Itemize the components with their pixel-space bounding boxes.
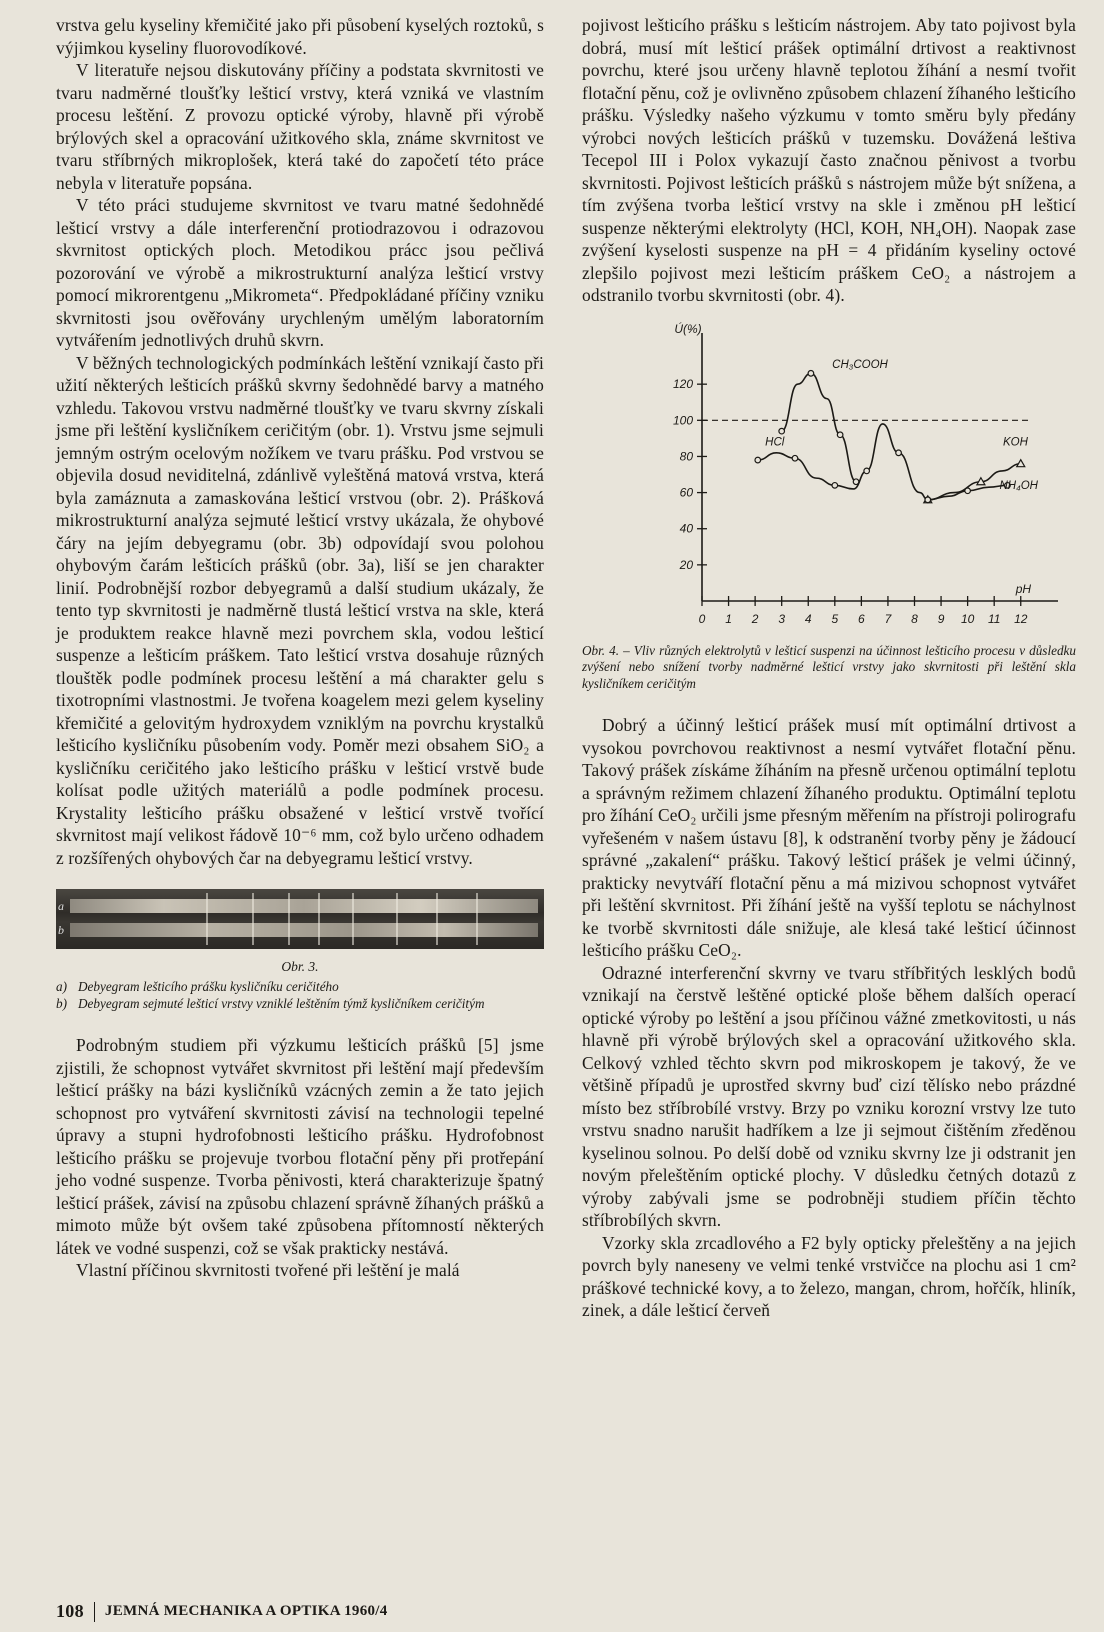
diffraction-line bbox=[252, 893, 254, 945]
caption-b-text: Debyegram sejmuté lešticí vrstvy vzniklé leštěním týmž kysličníkem ceričitým bbox=[78, 995, 485, 1011]
debyegram-label-b: b bbox=[58, 923, 64, 937]
debyegram-figure bbox=[56, 889, 544, 949]
x-axis-label: pH bbox=[1015, 581, 1032, 596]
paragraph: Odrazné interferenční skvrny ve tvaru stříbřitých lesklých bodů vznikají na čerstvě leštěné optické ploše během dalších operací optické výroby po leštění a jsou příčinou vážné zmetkovitosti, u nás hlavně při výrobě brýlových skel a opracování užitkového skla. Celkový vzhled těchto skvrn pod mikroskopem je takový, že ve většině případů je uprostřed skvrny buď cizí tělísko nebo prázdné místo bez stříbrobílé vrstvy. Brzy po vzniku korozní vrstvy lze tuto vrstvu snadno narušit hadříkem a lze ji sejmout čištěním zředěnou kyselinou solnou. Po delší době od vzniku skvrny lze ji odstranit jen novým přeleštěním optické plochy. V důsledku četných dotazů z výroby zabývali jsme se podrobněji studiem příčin těchto stříbrobílých skvrn. bbox=[582, 962, 1076, 1230]
data-point bbox=[965, 487, 971, 493]
paragraph: Podrobným studiem při výzkumu lešticích prášků [5] jsme zjistili, že schopnost vytvářet skvrnitost při leštění mají především lešticí prášky na bázi kysličníků vzácných zemin a že tato jejich schopnost pro vytváření skvrnitosti závisí na technologii tepelné úpravy a stupni hydrofobnosti lešticího prášku. Hydrofobnost lešticího prášku se projevuje tvorbou flotační pěny při protřepání jeho vodné suspenze. Tvorba pěnivosti, která charakterizuje špatný lešticí prášek, závisí na způsobu chlazení správně žíhaných prášků a mimoto může být ovšem také způsobena přítomností některých látek ve vodné suspenzi, což se však prakticky nestává. bbox=[56, 1035, 544, 1258]
y-axis-label: Ú(%) bbox=[674, 321, 702, 336]
diffraction-line bbox=[288, 893, 290, 945]
diffraction-line bbox=[352, 893, 354, 945]
figure-3-caption bbox=[56, 979, 544, 1012]
data-point bbox=[896, 450, 902, 456]
x-tick-label: 1 bbox=[725, 611, 732, 626]
x-tick-label: 3 bbox=[778, 611, 786, 626]
paragraph: V běžných technologických podmínkách leštění vznikají často při užití některých lešticích prášků skvrny šedohnědé barvy a matného vzhledu. Takovou vrstvu nadměrné tloušťky ve tvaru skvrny získali jsme při leštění kysličníkem ceričitým (obr. 1). Vrstvu jsme sejmuli jemným ostrým ocelovým nožíkem ve tvaru prášku. Pod vrstvou se objevila dosud neviditelná, zdánlivě vyleštěná matová vrstva, která byla zamáznuta a zamaskována lešticí vrstvou (obr. 2). Prášková mikrostrukturní analýza sejmuté lešticí vrstvy ukázala, že ohybové čáry na jejím debyegramu (obr. 3b) odpovídají svou polohou ohybovým čarám lešticích prášků (obr. 3a), liší se jen charakter linií. Podrobnější rozbor debyegramů a další studium ukázaly, že tento typ skvrnitosti je nadměrně tlustá lešticí vrstva na skle, která je produktem reakce hlavně mezi povrchem skla, vodou lešticí suspenze a lešticím práškem. Tato lešticí vrstva dosahuje různých tlouštěk podle podmínek procesu leštění a má charakter gelu s tixotropními vlastnostmi. Je tvořena koagelem mezi gelem kyseliny křemičité a gelovitým hydroxydem vzniklým na povrchu krystalků lešticího kysličníku působením vody. Poměr mezi obsahem SiO₂ a kysličníku ceričitého jako lešticího prášku v lešticí vrstvě bude kolísat podle užitých materiálů a podle podmínek procesu. Krystality lešticího prášku obsažené v lešticí vrstvě tvořící skvrnitost mají velikost řádově 10⁻⁶ mm, což bylo určeno odhadem z rozšířených ohybových čar na debyegramu lešticí vrstvy. bbox=[56, 352, 544, 868]
caption-a-text: Debyegram lešticího prášku kysličníku ceričitého bbox=[78, 979, 339, 994]
journal-name: JEMNÁ MECHANIKA A OPTIKA 1960/4 bbox=[104, 1603, 388, 1619]
series-line bbox=[782, 373, 856, 481]
x-tick-label: 2 bbox=[751, 611, 759, 626]
x-tick-label: 7 bbox=[884, 611, 892, 626]
paragraph: Dobrý a účinný lešticí prášek musí mít optimální drtivost a vysokou povrchovou reaktivnost a nesmí vytvářet flotační pěnu. Takový prášek získáme žíháním na přesně určenou optimální teplotu a správným režimem chlazení žíhaného produktu. Optimální teplotu pro žíhání CeO₂ určili jsme přesným měřením na přístroji polirografu vyřešeném v našem ústavu [8], k odstranění tvorby pěny je žádoucí správné „zakalení“ prášku. Takový lešticí prášek je velmi účinný, prakticky nevytváří flotační pěnu a má mizivou schopnost vytvářet při leštění skvrnitost. Při žíhání ještě na vyšší teplotu se náchylnost ke tvorbě skvrnitosti dále snižuje, ale klesá také lešticí účinnost lešticího prášku CeO₂. bbox=[582, 715, 1076, 960]
y-tick-label: 60 bbox=[679, 485, 693, 500]
debyegram-label-a: a bbox=[58, 899, 64, 913]
data-point bbox=[837, 431, 843, 437]
debyegram-strip-a bbox=[70, 899, 538, 913]
right-column bbox=[582, 14, 1076, 1322]
data-point bbox=[925, 497, 931, 503]
data-point bbox=[755, 457, 761, 463]
caption-b-label: b) bbox=[56, 995, 67, 1011]
y-tick-label: 40 bbox=[679, 521, 693, 536]
figure-4-chart bbox=[582, 311, 1076, 641]
x-tick-label: 5 bbox=[831, 611, 839, 626]
diffraction-line bbox=[318, 893, 320, 945]
page-footer bbox=[56, 1601, 388, 1622]
figure-4-caption: Obr. 4. – Vliv různých elektrolytů v lešticí suspenzi na účinnost lešticího procesu v důsledku zvýšení nebo snížení tvorby nadměrné lešticí vrstvy jako skvrnitosti při leštění skla kysličníkem ceričitým bbox=[582, 642, 1076, 691]
figure-3-title: Obr. 3. bbox=[281, 959, 319, 974]
data-point bbox=[1017, 459, 1025, 466]
x-tick-label: 6 bbox=[858, 611, 865, 626]
x-tick-label: 12 bbox=[1014, 611, 1028, 626]
x-tick-label: 10 bbox=[960, 611, 975, 626]
x-tick-label: 11 bbox=[987, 611, 1001, 626]
debyegram-strip-b bbox=[70, 923, 538, 937]
page-number: 108 bbox=[56, 1601, 84, 1621]
paragraph: V literatuře nejsou diskutovány příčiny a podstata skvrnitosti ve tvaru nadměrné tloušťky lešticí vrstvy, která vzniká ve vlastním procesu leštění. Z provozu optické výroby, hlavně při výrobě brýlových skel a opracování užitkového skla, známe skvrnitost ve tvaru stříbrných mikroplošek, která také do započetí této práce nebyla v literatuře popsána. bbox=[56, 60, 544, 193]
y-tick-label: 80 bbox=[679, 448, 693, 463]
caption-a-label: a) bbox=[56, 979, 67, 994]
x-tick-label: 4 bbox=[804, 611, 812, 626]
paragraph: V této práci studujeme skvrnitost ve tvaru matné šedohnědé lešticí vrstvy a dále interferenční protiodrazovou i odrazovou skvrnitost optických ploch. Metodikou prácc jsou pečlivá pozorování ve výrobě a mikrostrukturní analýza lešticí vrstvy pomocí mikrorentgenu „Mikrometa“. Předpokládané příčiny vzniku skvrnitosti jsou ověřovány urychleným umělým laboratorním vytvářením jednotlivých druhů skvrn. bbox=[56, 195, 544, 350]
series-label-hcl: HCl bbox=[765, 436, 785, 449]
x-tick-label: 0 bbox=[698, 611, 706, 626]
x-tick-label: 9 bbox=[937, 611, 945, 626]
data-point bbox=[808, 370, 814, 376]
left-column bbox=[56, 14, 544, 1282]
data-point bbox=[864, 468, 870, 474]
series-label-nh4oh: NH₄OH bbox=[999, 479, 1038, 492]
y-tick-label: 100 bbox=[672, 412, 693, 427]
paragraph: Vlastní příčinou skvrnitosti tvořené při leštění je malá bbox=[76, 1260, 460, 1280]
x-tick-label: 8 bbox=[911, 611, 918, 626]
diffraction-line bbox=[476, 893, 478, 945]
data-point bbox=[832, 482, 838, 488]
diffraction-line bbox=[206, 893, 208, 945]
y-tick-label: 20 bbox=[679, 557, 693, 572]
series-label-ch3cooh: CH₃COOH bbox=[832, 358, 888, 371]
data-point bbox=[779, 428, 785, 434]
data-point bbox=[792, 455, 798, 461]
paragraph: Vzorky skla zrcadlového a F2 byly opticky přeleštěny a na jejich povrch byly naneseny ve velmi tenké vrstvičce na plochu asi 1 cm² práškové technické kovy, a to železo, mangan, chrom, hořčík, hliník, zinek, a dále lešticí červeň bbox=[582, 1232, 1076, 1320]
footer-divider bbox=[94, 1602, 95, 1622]
diffraction-line bbox=[396, 893, 398, 945]
series-label-koh: KOH bbox=[1002, 436, 1028, 449]
y-tick-label: 120 bbox=[672, 376, 693, 391]
paragraph: pojivost lešticího prášku s lešticím nástrojem. Aby tato pojivost byla dobrá, musí mít lešticí prášek optimální drtivost a reaktivnost povrchu, které jsou určeny hlavně teplotou žíhání a nesmí tvořit flotační pěnu, což je ovlivněno způsobem chlazení žíhaného lešticího prášku. Výsledky našeho výzkumu v tomto směru byly předány výrobci nových lešticích prášků v tuzemsku. Dovážená leštiva Tecepol III i Polox vykazují často značnou pěnivost a tvorbu skvrnitosti. Pojivost lešticích prášků s nástrojem může být snížena, a tím zvýšena tvorba lešticí vrstvy na skle i změnou pH lešticí suspenze některými elektrolyty (HCl, KOH, NH₄OH). Naopak zase zvýšení kyselosti suspenze na pH = 4 přidáním kyseliny octové zlepšilo pojivost mezi lešticím práškem CeO₂ a nástrojem a odstranilo tvorbu skvrnitosti (obr. 4). bbox=[582, 15, 1076, 305]
diffraction-line bbox=[436, 893, 438, 945]
paragraph: vrstva gelu kyseliny křemičité jako při působení kyselých roztoků, s výjimkou kyseliny fluorovodíkové. bbox=[56, 15, 544, 58]
